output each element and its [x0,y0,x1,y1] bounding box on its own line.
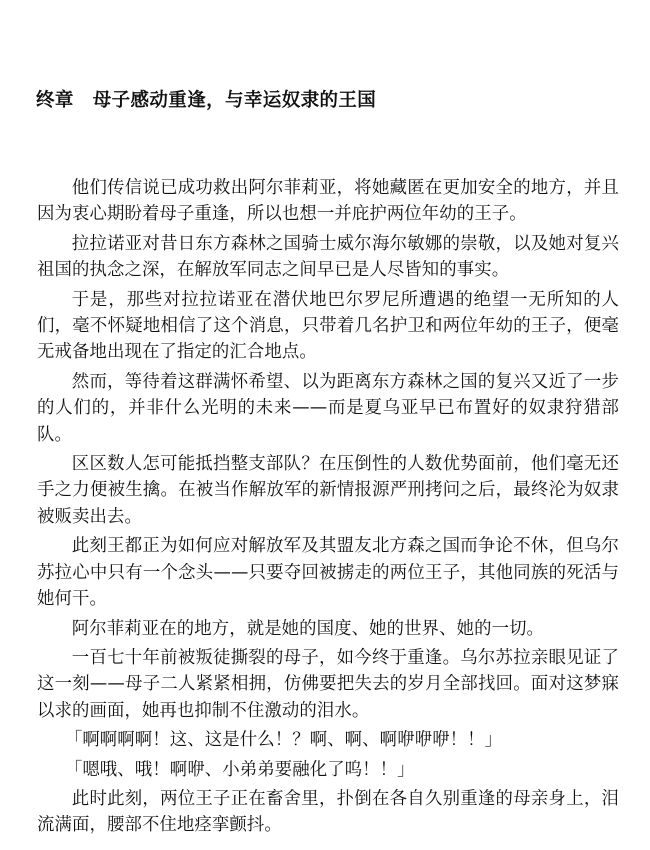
paragraph: 阿尔菲莉亚在的地方，就是她的国度、她的世界、她的一切。 [71,618,545,639]
paragraph: 一百七十年前被叛徒撕裂的母子，如今终于重逢。乌尔苏拉亲眼见证了这一刻——母子二人紧紧相拥，仿佛要把失去的岁月全部找回。面对这梦寐以求的画面，她再也抑制不住激动的泪水。 [37,647,619,721]
paragraph: 拉拉诺亚对昔日东方森林之国骑士威尔海尔敏娜的崇敬，以及她对复兴祖国的执念之深，在解放军同志之间早已是人尽皆知的事实。 [37,233,619,281]
chapter-title: 终章 母子感动重逢，与幸运奴隶的王国 [36,90,377,111]
dialogue-line: 「啊啊啊啊！这、这是什么！？啊、啊、啊咿咿咿！！」 [64,730,503,751]
paragraph: 此刻王都正为如何应对解放军及其盟友北方森之国而争论不休，但乌尔苏拉心中只有一个念头——只要夺回被掳走的两位王子，其他同族的死活与她何干。 [37,536,619,610]
dialogue-line: 「嗯哦、哦！啊咿、小弟弟要融化了呜！！」 [64,759,415,780]
chapter-body [37,175,619,842]
paragraph: 他们传信说已成功救出阿尔菲莉亚，将她藏匿在更加安全的地方，并且因为衷心期盼着母子重逢，所以也想一并庇护两位年幼的王子。 [37,178,619,225]
paragraph: 此时此刻，两位王子正在畜舍里，扑倒在各自久别重逢的母亲身上，泪流满面，腰部不住地痉挛颤抖。 [37,788,619,836]
paragraph: 区区数人怎可能抵挡整支部队？在压倒性的人数优势面前，他们毫无还手之力便被生擒。在被当作解放军的新情报源严刑拷问之后，最终沦为奴隶被贩卖出去。 [37,454,619,527]
paragraph: 然而，等待着这群满怀希望、以为距离东方森林之国的复兴又近了一步的人们的，并非什么光明的未来——而是夏乌亚早已布置好的奴隶狩猎部队。 [37,371,619,445]
paragraph: 于是，那些对拉拉诺亚在潜伏地巴尔罗尼所遭遇的绝望一无所知的人们，毫不怀疑地相信了这个消息，只带着几名护卫和两位年幼的王子，便毫无戒备地出现在了指定的汇合地点。 [37,289,619,363]
